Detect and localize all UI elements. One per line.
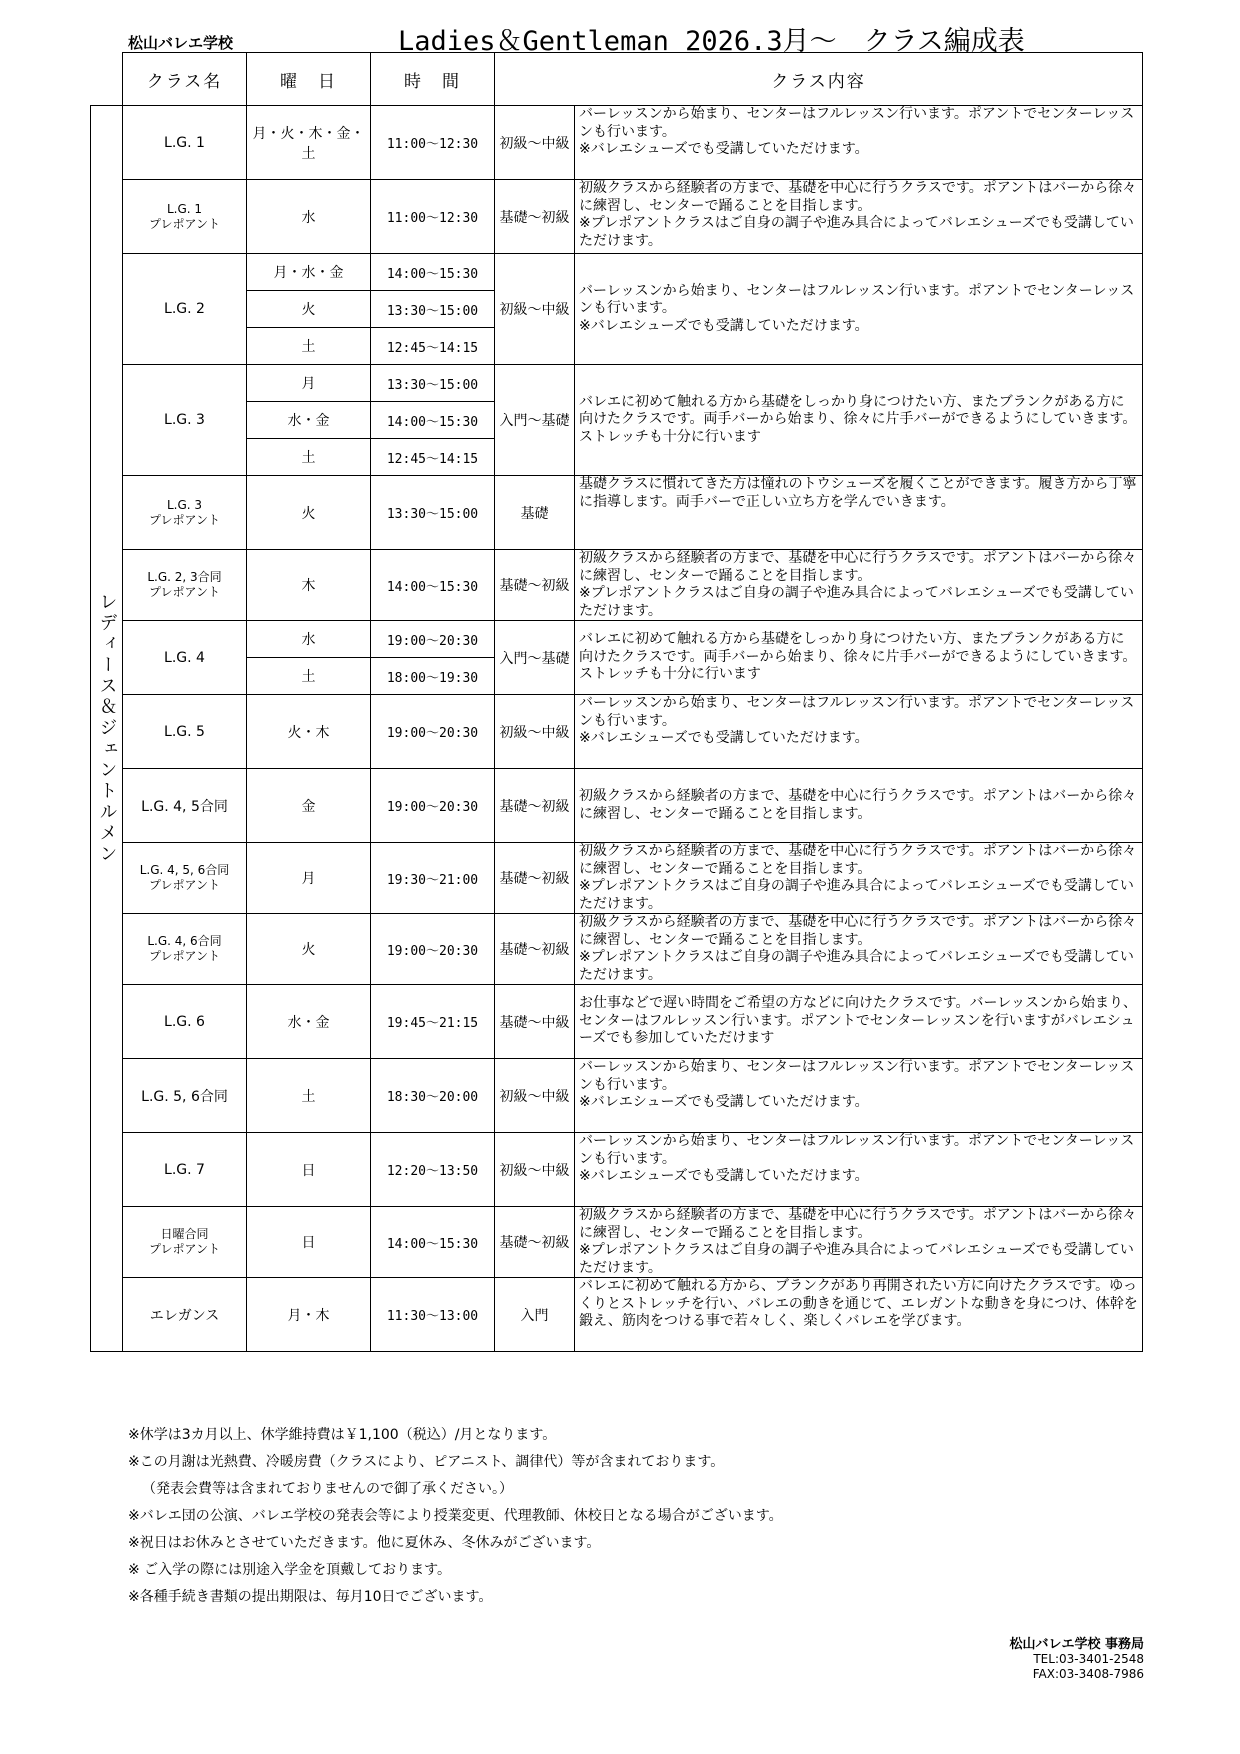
class-description: バレエに初めて触れる方から基礎をしっかり身につけたい方、またブランクがある方に向けたクラスです。両手バーから始まり、徐々に片手バーができるようにしていきます。ストレッチも十分に行います: [575, 621, 1143, 695]
class-name: 日曜合同 プレポアント: [123, 1207, 247, 1278]
table-row: [91, 254, 1143, 291]
class-time: 19:00～20:30: [371, 621, 495, 658]
class-time: 19:00～20:30: [371, 914, 495, 985]
class-time: 18:00～19:30: [371, 658, 495, 695]
class-description: 初級クラスから経験者の方まで、基礎を中心に行うクラスです。ポアントはバーから徐々に練習し、センターで踊ることを目指します。 ※プレポアントクラスはご自身の調子や進み具合によってバレエシューズでも受講していただけます。: [575, 180, 1143, 254]
class-level: 基礎～中級: [495, 985, 575, 1059]
class-time: 12:45～14:15: [371, 328, 495, 365]
class-description: バレエに初めて触れる方から、ブランクがあり再開されたい方に向けたクラスです。ゆっくりとストレッチを行い、バレエの動きを通じて、エレガントな動きを身につけ、体幹を鍛え、筋肉をつける事で若々しく、楽しくバレエを学びます。: [575, 1278, 1143, 1352]
note: ※祝日はお休みとさせていただきます。他に夏休み、冬休みがございます。: [128, 1535, 601, 1551]
class-name: L.G. 2, 3合同 プレポアント: [123, 550, 247, 621]
class-description: 初級クラスから経験者の方まで、基礎を中心に行うクラスです。ポアントはバーから徐々に練習し、センターで踊ることを目指します。 ※プレポアントクラスはご自身の調子や進み具合によってバレエシューズでも受講していただけます。: [575, 914, 1143, 985]
class-day: 火: [247, 914, 371, 985]
class-name: L.G. 5: [123, 695, 247, 769]
class-time: 18:30～20:00: [371, 1059, 495, 1133]
class-name: L.G. 1 プレポアント: [123, 180, 247, 254]
class-day: 日: [247, 1133, 371, 1207]
group-label: レディース＆ジェントルメン: [96, 592, 118, 865]
group-label-cell: [91, 106, 123, 1352]
table-body: [91, 106, 1143, 1352]
class-level: 初級～中級: [495, 254, 575, 365]
note: （発表会費等は含まれておりませんので御了承ください。）: [142, 1481, 513, 1497]
class-name: L.G. 5, 6合同: [123, 1059, 247, 1133]
table-row: [91, 769, 1143, 843]
class-description: バーレッスンから始まり、センターはフルレッスン行います。ポアントでセンターレッスンも行います。 ※バレエシューズでも受講していただけます。: [575, 695, 1143, 769]
class-level: 基礎～初級: [495, 550, 575, 621]
class-level: 基礎～初級: [495, 1207, 575, 1278]
class-name: L.G. 4: [123, 621, 247, 695]
office-tel: TEL:03-3401-2548: [1033, 1652, 1144, 1666]
class-day: 月: [247, 843, 371, 914]
class-name: エレガンス: [123, 1278, 247, 1352]
class-description: バーレッスンから始まり、センターはフルレッスン行います。ポアントでセンターレッスンも行います。 ※バレエシューズでも受講していただけます。: [575, 106, 1143, 180]
class-schedule-table: [90, 52, 1143, 1352]
class-time: 13:30～15:00: [371, 476, 495, 550]
class-description: 初級クラスから経験者の方まで、基礎を中心に行うクラスです。ポアントはバーから徐々に練習し、センターで踊ることを目指します。 ※プレポアントクラスはご自身の調子や進み具合によってバレエシューズでも受講していただけます。: [575, 550, 1143, 621]
class-day: 月・火・木・金・土: [247, 106, 371, 180]
class-level: 基礎～初級: [495, 180, 575, 254]
class-time: 13:30～15:00: [371, 291, 495, 328]
class-level: 入門: [495, 1278, 575, 1352]
note: ※バレエ団の公演、バレエ学校の発表会等により授業変更、代理教師、休校日となる場合がございます。: [128, 1508, 783, 1524]
class-time: 12:20～13:50: [371, 1133, 495, 1207]
class-description: バレエに初めて触れる方から基礎をしっかり身につけたい方、またブランクがある方に向けたクラスです。両手バーから始まり、徐々に片手バーができるようにしていきます。ストレッチも十分に行います: [575, 365, 1143, 476]
class-time: 19:00～20:30: [371, 769, 495, 843]
table-row: [91, 621, 1143, 658]
class-level: 初級～中級: [495, 1059, 575, 1133]
class-description: お仕事などで遅い時間をご希望の方などに向けたクラスです。バーレッスンから始まり、センターはフルレッスン行います。ポアントでセンターレッスンを行いますがバレエシューズでも参加していただけます: [575, 985, 1143, 1059]
class-day: 土: [247, 328, 371, 365]
class-name: L.G. 3 プレポアント: [123, 476, 247, 550]
class-time: 19:00～20:30: [371, 695, 495, 769]
class-day: 水: [247, 621, 371, 658]
class-day: 土: [247, 1059, 371, 1133]
table-row: [91, 180, 1143, 254]
table-row: [91, 106, 1143, 180]
class-day: 水・金: [247, 985, 371, 1059]
table-row: [91, 1059, 1143, 1133]
office-name: 松山バレエ学校 事務局: [1009, 1637, 1144, 1652]
class-day: 土: [247, 439, 371, 476]
class-description: バーレッスンから始まり、センターはフルレッスン行います。ポアントでセンターレッスンも行います。 ※バレエシューズでも受講していただけます。: [575, 254, 1143, 365]
class-time: 11:30～13:00: [371, 1278, 495, 1352]
class-description: バーレッスンから始まり、センターはフルレッスン行います。ポアントでセンターレッスンも行います。 ※バレエシューズでも受講していただけます。: [575, 1133, 1143, 1207]
class-name: L.G. 1: [123, 106, 247, 180]
table-row: [91, 365, 1143, 402]
class-name: L.G. 4, 6合同 プレポアント: [123, 914, 247, 985]
class-name: L.G. 4, 5合同: [123, 769, 247, 843]
class-level: 初級～中級: [495, 695, 575, 769]
office-contact: [1009, 1637, 1144, 1682]
class-time: 11:00～12:30: [371, 180, 495, 254]
notes: [128, 1422, 783, 1611]
class-day: 水: [247, 180, 371, 254]
office-fax: FAX:03-3408-7986: [1032, 1667, 1144, 1681]
note: ※各種手続き書類の提出期限は、毎月10日でございます。: [128, 1589, 493, 1605]
class-day: 日: [247, 1207, 371, 1278]
class-time: 11:00～12:30: [371, 106, 495, 180]
class-time: 14:00～15:30: [371, 1207, 495, 1278]
header-class-name: クラス名: [123, 53, 247, 106]
table-row: [91, 1278, 1143, 1352]
class-day: 水・金: [247, 402, 371, 439]
class-level: 初級～中級: [495, 106, 575, 180]
header-blank: [91, 53, 123, 106]
table-row: [91, 1207, 1143, 1278]
table-row: [91, 914, 1143, 985]
note: ※この月謝は光熱費、冷暖房費（クラスにより、ピアニスト、調律代）等が含まれております。: [128, 1454, 725, 1470]
table-row: [91, 1133, 1143, 1207]
class-description: バーレッスンから始まり、センターはフルレッスン行います。ポアントでセンターレッスンも行います。 ※バレエシューズでも受講していただけます。: [575, 1059, 1143, 1133]
header-content: クラス内容: [495, 53, 1143, 106]
class-name: L.G. 3: [123, 365, 247, 476]
note: ※ ご入学の際には別途入学金を頂戴しております。: [128, 1562, 452, 1578]
class-day: 月・木: [247, 1278, 371, 1352]
class-time: 13:30～15:00: [371, 365, 495, 402]
table-row: [91, 476, 1143, 550]
class-time: 14:00～15:30: [371, 402, 495, 439]
table-row: [91, 843, 1143, 914]
class-day: 木: [247, 550, 371, 621]
class-name: L.G. 6: [123, 985, 247, 1059]
class-day: 火: [247, 476, 371, 550]
page-title: Ladies＆Gentleman 2026.3月～ クラス編成表: [398, 26, 1025, 57]
class-day: 火・木: [247, 695, 371, 769]
table-row: [91, 985, 1143, 1059]
class-description: 初級クラスから経験者の方まで、基礎を中心に行うクラスです。ポアントはバーから徐々に練習し、センターで踊ることを目指します。 ※プレポアントクラスはご自身の調子や進み具合によってバレエシューズでも受講していただけます。: [575, 843, 1143, 914]
table-header-row: [91, 53, 1143, 106]
class-level: 基礎～初級: [495, 843, 575, 914]
class-day: 金: [247, 769, 371, 843]
class-time: 14:00～15:30: [371, 550, 495, 621]
class-day: 月・水・金: [247, 254, 371, 291]
class-description: 基礎クラスに慣れてきた方は憧れのトウシューズを履くことができます。履き方から丁寧に指導します。両手バーで正しい立ち方を学んでいきます。: [575, 476, 1143, 550]
class-time: 14:00～15:30: [371, 254, 495, 291]
class-name: L.G. 7: [123, 1133, 247, 1207]
class-description: 初級クラスから経験者の方まで、基礎を中心に行うクラスです。ポアントはバーから徐々に練習し、センターで踊ることを目指します。: [575, 769, 1143, 843]
class-day: 月: [247, 365, 371, 402]
header-time: 時 間: [371, 53, 495, 106]
class-description: 初級クラスから経験者の方まで、基礎を中心に行うクラスです。ポアントはバーから徐々に練習し、センターで踊ることを目指します。 ※プレポアントクラスはご自身の調子や進み具合によってバレエシューズでも受講していただけます。: [575, 1207, 1143, 1278]
class-level: 入門～基礎: [495, 365, 575, 476]
class-level: 基礎～初級: [495, 769, 575, 843]
note: ※休学は3カ月以上、休学維持費は￥1,100（税込）/月となります。: [128, 1427, 557, 1443]
class-time: 12:45～14:15: [371, 439, 495, 476]
table-row: [91, 550, 1143, 621]
class-level: 基礎: [495, 476, 575, 550]
class-level: 基礎～初級: [495, 914, 575, 985]
class-time: 19:30～21:00: [371, 843, 495, 914]
header-day: 曜 日: [247, 53, 371, 106]
class-name: L.G. 4, 5, 6合同 プレポアント: [123, 843, 247, 914]
table-row: [91, 695, 1143, 769]
class-level: 入門～基礎: [495, 621, 575, 695]
school-name: 松山バレエ学校: [128, 34, 234, 52]
class-level: 初級～中級: [495, 1133, 575, 1207]
class-time: 19:45～21:15: [371, 985, 495, 1059]
class-name: L.G. 2: [123, 254, 247, 365]
class-day: 土: [247, 658, 371, 695]
class-day: 火: [247, 291, 371, 328]
